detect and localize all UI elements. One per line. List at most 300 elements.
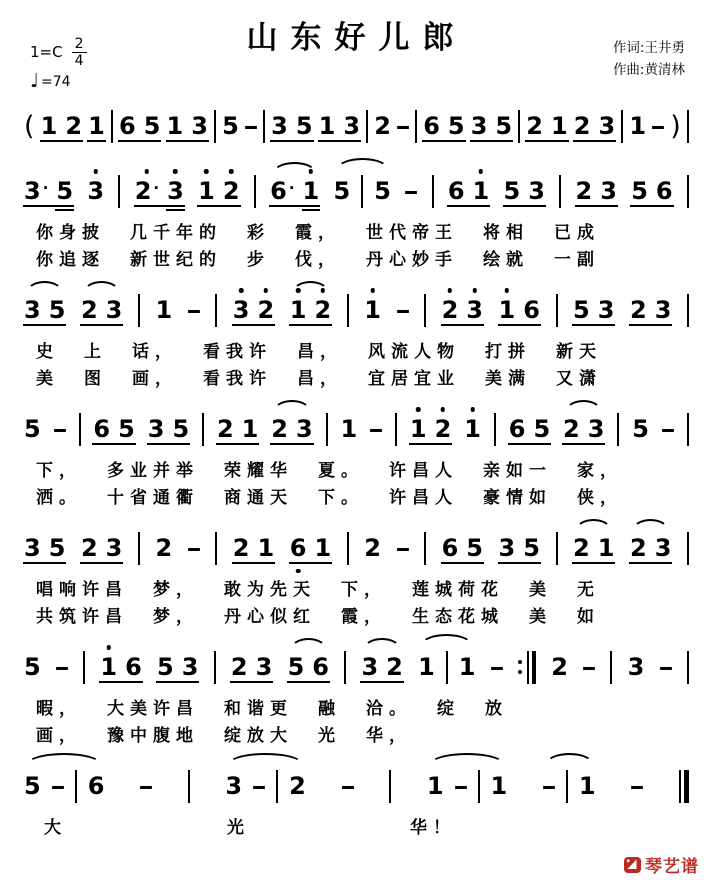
lyric-segment: 画， — [132, 369, 178, 389]
note-digit: 3 — [654, 296, 672, 324]
lyric-segment: 商通天 — [224, 488, 293, 508]
note-group — [198, 179, 239, 203]
note — [217, 417, 234, 441]
note — [655, 536, 672, 560]
barline — [214, 651, 216, 684]
barline-stroke — [518, 110, 520, 143]
note — [364, 298, 381, 322]
note-digit: 3 — [466, 296, 483, 324]
tie-span — [427, 770, 507, 803]
note-digit: 5 — [222, 112, 239, 140]
note-digit: 1 — [409, 415, 427, 443]
barline-stroke — [366, 110, 368, 143]
note-digit: 2 — [80, 296, 98, 324]
key-label: 1=C — [30, 42, 63, 61]
barline-stroke — [214, 651, 216, 684]
note-digit: 2 — [271, 415, 288, 443]
note-digit: 6 — [447, 177, 465, 205]
barline — [263, 110, 265, 143]
lyric-segment: 夏。 — [318, 461, 364, 481]
tie-span — [418, 651, 475, 684]
lyric-segment: 宜居宜业 — [368, 369, 460, 389]
duration-dash: – — [489, 653, 505, 681]
note-digit: 5 — [287, 653, 305, 681]
duration-dash: – — [186, 296, 202, 324]
note-single — [364, 298, 381, 322]
note-digit: 3 — [361, 653, 379, 681]
note-single — [632, 417, 649, 441]
lyric-segment: 话， — [132, 342, 178, 362]
notation-system — [22, 403, 691, 509]
lyric-segment: 一副 — [554, 250, 600, 270]
note-group — [81, 536, 122, 560]
note-single — [459, 655, 476, 679]
note — [81, 536, 98, 560]
lyric-segment: 敢为先天 — [224, 580, 316, 600]
note-digit: 1 — [464, 415, 481, 443]
barline — [215, 294, 217, 327]
note — [509, 417, 526, 441]
song-title: 山东好儿郎 — [246, 20, 467, 56]
note — [172, 417, 189, 441]
note — [242, 417, 259, 441]
barline-stroke — [432, 175, 434, 208]
note — [303, 179, 320, 203]
lyric-segment: 亲如一 — [483, 461, 552, 481]
slur-arc — [273, 400, 310, 412]
note-digit: 2 — [232, 534, 250, 562]
note — [125, 655, 142, 679]
note-digit: 1 — [100, 653, 118, 681]
sixteenth-underline — [55, 209, 74, 211]
note — [473, 179, 490, 203]
note-digit: 2 — [526, 112, 543, 140]
note-digit: 2 — [630, 296, 647, 324]
lyrics-row — [22, 455, 691, 482]
parenthesis: ) — [670, 110, 681, 142]
lyric-segment: 唱响许昌 — [36, 580, 128, 600]
note-digit: 2 — [573, 112, 591, 140]
barline-stroke — [83, 651, 85, 684]
barline — [556, 532, 558, 565]
barline-stroke — [559, 175, 561, 208]
slur-arc — [290, 638, 327, 650]
note-digit: 3 — [105, 534, 123, 562]
note — [526, 114, 543, 138]
note-digit: 1 — [314, 534, 332, 562]
note — [191, 114, 208, 138]
slur-arc — [575, 519, 612, 531]
note-group — [630, 298, 671, 322]
lyric-segment: 画， — [36, 726, 82, 746]
note-digit: 3 — [232, 296, 250, 324]
note — [504, 179, 521, 203]
barline-stroke — [687, 175, 689, 208]
note — [296, 114, 313, 138]
barline-stroke — [395, 413, 397, 446]
barline-stroke — [361, 175, 363, 208]
note — [576, 179, 593, 203]
note-group — [231, 655, 272, 679]
note — [410, 417, 427, 441]
note — [448, 179, 465, 203]
lyric-segment: 伐， — [295, 250, 341, 270]
note-single — [374, 114, 391, 138]
lyric-segment: 新天 — [556, 342, 602, 362]
barline-stroke — [215, 294, 217, 327]
note-digit: 3 — [167, 177, 184, 205]
note — [24, 179, 48, 203]
lyric-segment: 洽。 — [366, 699, 412, 719]
octave-dot-above — [264, 288, 269, 293]
barline — [432, 175, 434, 208]
note-digit: 5 — [374, 177, 391, 205]
note — [256, 655, 273, 679]
barline — [446, 651, 448, 684]
octave-dot-above — [479, 169, 484, 174]
note-digit: 3 — [225, 772, 243, 800]
note-group — [410, 417, 451, 441]
note — [523, 536, 540, 560]
barline-stroke — [617, 413, 619, 446]
note — [93, 417, 110, 441]
note — [361, 655, 378, 679]
notation-system — [22, 522, 691, 628]
note — [630, 536, 647, 560]
octave-dot-above — [204, 169, 209, 174]
note-digit: 2 — [134, 177, 152, 205]
note — [289, 774, 306, 798]
lyric-segment: 豫中腹地 — [107, 726, 199, 746]
note — [628, 655, 645, 679]
barline-stroke — [621, 110, 623, 143]
lyric-segment: 光 — [318, 726, 341, 746]
slur-arc — [336, 158, 389, 170]
barline — [347, 532, 349, 565]
barline — [361, 175, 363, 208]
slur-arc — [545, 753, 594, 765]
barline-stroke — [202, 413, 204, 446]
slur-arc — [429, 753, 505, 765]
note — [41, 114, 58, 138]
notes-row — [22, 522, 691, 574]
note — [49, 536, 66, 560]
note — [600, 179, 617, 203]
note-group — [573, 298, 614, 322]
note — [418, 655, 435, 679]
note-group — [504, 179, 545, 203]
barline-stroke — [263, 110, 265, 143]
lyrics-row — [22, 336, 691, 363]
note — [106, 536, 123, 560]
note — [471, 114, 488, 138]
note-digit: 6 — [93, 415, 111, 443]
lyrics-row — [22, 217, 691, 244]
note-digit: 2 — [563, 415, 580, 443]
note-digit: 3 — [470, 112, 488, 140]
note-digit: 3 — [343, 112, 361, 140]
barline — [617, 413, 619, 446]
note-digit: 1 — [289, 296, 307, 324]
note — [491, 774, 508, 798]
note-digit: 5 — [503, 177, 521, 205]
barline-final — [679, 770, 689, 803]
barline — [75, 770, 77, 803]
barline — [214, 110, 216, 143]
note-digit: 5 — [172, 415, 190, 443]
note-digit: 2 — [434, 415, 452, 443]
barline-stroke — [118, 175, 120, 208]
note-digit: 5 — [24, 772, 41, 800]
duration-dash: – — [629, 772, 645, 800]
note — [528, 179, 545, 203]
note-digit: 2 — [551, 653, 568, 681]
note — [442, 536, 459, 560]
barline-stroke — [687, 413, 689, 446]
note — [233, 298, 250, 322]
note-digit: 5 — [48, 534, 66, 562]
note — [65, 114, 82, 138]
lyric-segment: 绽 — [437, 699, 460, 719]
note-digit: 3 — [147, 415, 165, 443]
duration-dash: – — [395, 534, 410, 562]
note — [182, 655, 199, 679]
lyric-segment: 如 — [577, 607, 600, 627]
note-single — [340, 417, 357, 441]
note — [157, 655, 174, 679]
lyric-segment: 华， — [366, 726, 412, 746]
note-group — [319, 114, 360, 138]
barline-repeat — [518, 651, 536, 684]
barline-stroke — [446, 651, 448, 684]
barline-stroke — [494, 413, 496, 446]
note — [270, 179, 294, 203]
note-digit: 1 — [458, 653, 476, 681]
lyrics-row — [22, 812, 691, 839]
note — [231, 655, 248, 679]
barline-stroke — [424, 532, 426, 565]
note-digit: 1 — [629, 112, 647, 140]
notes-row — [22, 165, 691, 217]
note-digit: 1 — [426, 772, 444, 800]
note-single — [289, 774, 306, 798]
lyrics-row — [22, 482, 691, 509]
barline — [344, 651, 346, 684]
tempo-value: =74 — [40, 74, 71, 91]
note-single — [24, 417, 41, 441]
note-single — [464, 417, 481, 441]
tie-span — [334, 175, 391, 208]
note-digit: 1 — [318, 112, 336, 140]
note-digit: 1 — [198, 177, 215, 205]
note-group — [41, 114, 82, 138]
note-digit: 3 — [181, 653, 199, 681]
lyric-segment: 丹心似红 — [224, 607, 316, 627]
barline — [424, 532, 426, 565]
duration-dash: – — [368, 415, 384, 443]
note-digit: 5 — [447, 112, 465, 140]
slur-arc — [632, 519, 669, 531]
barline-thick-stroke — [684, 770, 689, 803]
barline-stroke — [610, 651, 612, 684]
note — [198, 179, 215, 203]
note-digit: 3 — [24, 534, 41, 562]
lyric-segment: 莲城荷花 — [412, 580, 504, 600]
octave-dot-above — [470, 407, 475, 412]
barline — [138, 532, 140, 565]
note — [629, 114, 646, 138]
note — [579, 774, 596, 798]
lyric-segment: 霞， — [295, 223, 341, 243]
note — [290, 536, 307, 560]
note — [459, 655, 476, 679]
slur-arc — [565, 400, 602, 412]
note-digit: 2 — [314, 296, 332, 324]
lyric-segment: 绽放大 — [224, 726, 293, 746]
note-single — [418, 655, 435, 679]
note-group — [576, 179, 617, 203]
note-digit: 1 — [257, 534, 275, 562]
duration-dash: – — [658, 653, 674, 681]
lyric-segment: 彩 — [247, 223, 270, 243]
note-group — [630, 536, 671, 560]
note-digit: 1 — [498, 296, 516, 324]
barline-stroke — [254, 175, 256, 208]
note — [427, 774, 444, 798]
note-digit: 5 — [495, 112, 513, 140]
note-group — [499, 536, 540, 560]
lyric-segment: 看我许 — [203, 369, 272, 389]
barline — [687, 110, 689, 143]
note-digit: 5 — [333, 177, 351, 205]
note-digit: 6 — [423, 112, 440, 140]
lyrics-row — [22, 363, 691, 390]
barline — [687, 175, 689, 208]
lyrics-row — [22, 244, 691, 271]
octave-dot-above — [416, 407, 421, 412]
score-header — [0, 0, 713, 96]
note — [319, 114, 336, 138]
barline — [215, 532, 217, 565]
duration-dash: – — [138, 772, 154, 800]
note — [296, 417, 313, 441]
note-digit: 1 — [472, 177, 490, 205]
barline — [559, 175, 561, 208]
slur-arc — [420, 634, 473, 646]
lyric-segment: 几千年的 — [130, 223, 222, 243]
barline-stroke — [687, 110, 689, 143]
lyric-segment: 许昌人 — [389, 461, 458, 481]
note-group — [271, 114, 312, 138]
barline — [610, 651, 612, 684]
note — [442, 298, 459, 322]
tempo-marking — [30, 71, 87, 93]
note-single — [88, 774, 105, 798]
barline-stroke — [215, 532, 217, 565]
note — [312, 655, 329, 679]
barline-stroke — [347, 532, 349, 565]
augmentation-dot: · — [153, 178, 160, 197]
lyric-segment: 暇， — [36, 699, 82, 719]
lyric-segment: 和谐更 — [224, 699, 293, 719]
note — [223, 179, 240, 203]
barline — [389, 770, 391, 803]
lyric-segment: 光 — [227, 818, 250, 838]
note — [144, 114, 161, 138]
note — [598, 536, 615, 560]
lyric-segment: 美 — [529, 607, 552, 627]
note-digit: 3 — [24, 296, 41, 324]
duration-dash: – — [340, 772, 355, 800]
note-digit: 2 — [222, 177, 240, 205]
notes-row — [22, 403, 691, 455]
barline-thick-stroke — [532, 651, 536, 684]
note — [271, 417, 288, 441]
note-digit: 1 — [40, 112, 58, 140]
note — [119, 114, 136, 138]
note — [258, 298, 275, 322]
note — [533, 417, 550, 441]
octave-dot-above — [448, 288, 453, 293]
lyric-segment: 下， — [341, 580, 387, 600]
note-digit: 2 — [573, 534, 590, 562]
note-group — [167, 114, 208, 138]
lyric-segment: 大美许昌 — [107, 699, 199, 719]
note — [423, 114, 440, 138]
time-signature — [72, 36, 87, 69]
barline-stroke — [687, 294, 689, 327]
note-digit: 5 — [24, 653, 41, 681]
note-digit: 3 — [587, 415, 605, 443]
note-digit: 2 — [386, 653, 403, 681]
lyric-segment: 侠， — [577, 488, 623, 508]
sixteenth-underline — [302, 209, 321, 211]
note — [271, 114, 288, 138]
note — [88, 114, 105, 138]
duration-dash: – — [541, 772, 557, 800]
barline-stroke — [111, 110, 113, 143]
note — [314, 298, 331, 322]
barline-stroke — [276, 770, 278, 803]
lyric-segment: 放 — [485, 699, 508, 719]
note-group — [442, 536, 483, 560]
note — [495, 114, 512, 138]
note-group — [119, 114, 160, 138]
note — [551, 114, 568, 138]
note-group — [526, 114, 567, 138]
watermark — [623, 852, 699, 877]
barline — [556, 294, 558, 327]
note — [466, 536, 483, 560]
lyric-segment: 十省通衢 — [107, 488, 199, 508]
note-digit: 6 — [270, 177, 287, 205]
lyric-segment: 新世纪的 — [130, 250, 222, 270]
octave-dot-above — [239, 288, 244, 293]
note-digit: 2 — [155, 534, 173, 562]
note — [386, 655, 403, 679]
lyric-segment: 美 — [529, 580, 552, 600]
note-digit: 2 — [257, 296, 275, 324]
barline — [424, 294, 426, 327]
slur-arc — [26, 753, 102, 765]
note — [340, 417, 357, 441]
note-single — [374, 179, 391, 203]
lyric-segment: 你身披 — [36, 223, 105, 243]
note-group — [24, 298, 65, 322]
tie-span — [24, 770, 104, 803]
note-single — [222, 114, 239, 138]
note-digit: 3 — [498, 534, 516, 562]
